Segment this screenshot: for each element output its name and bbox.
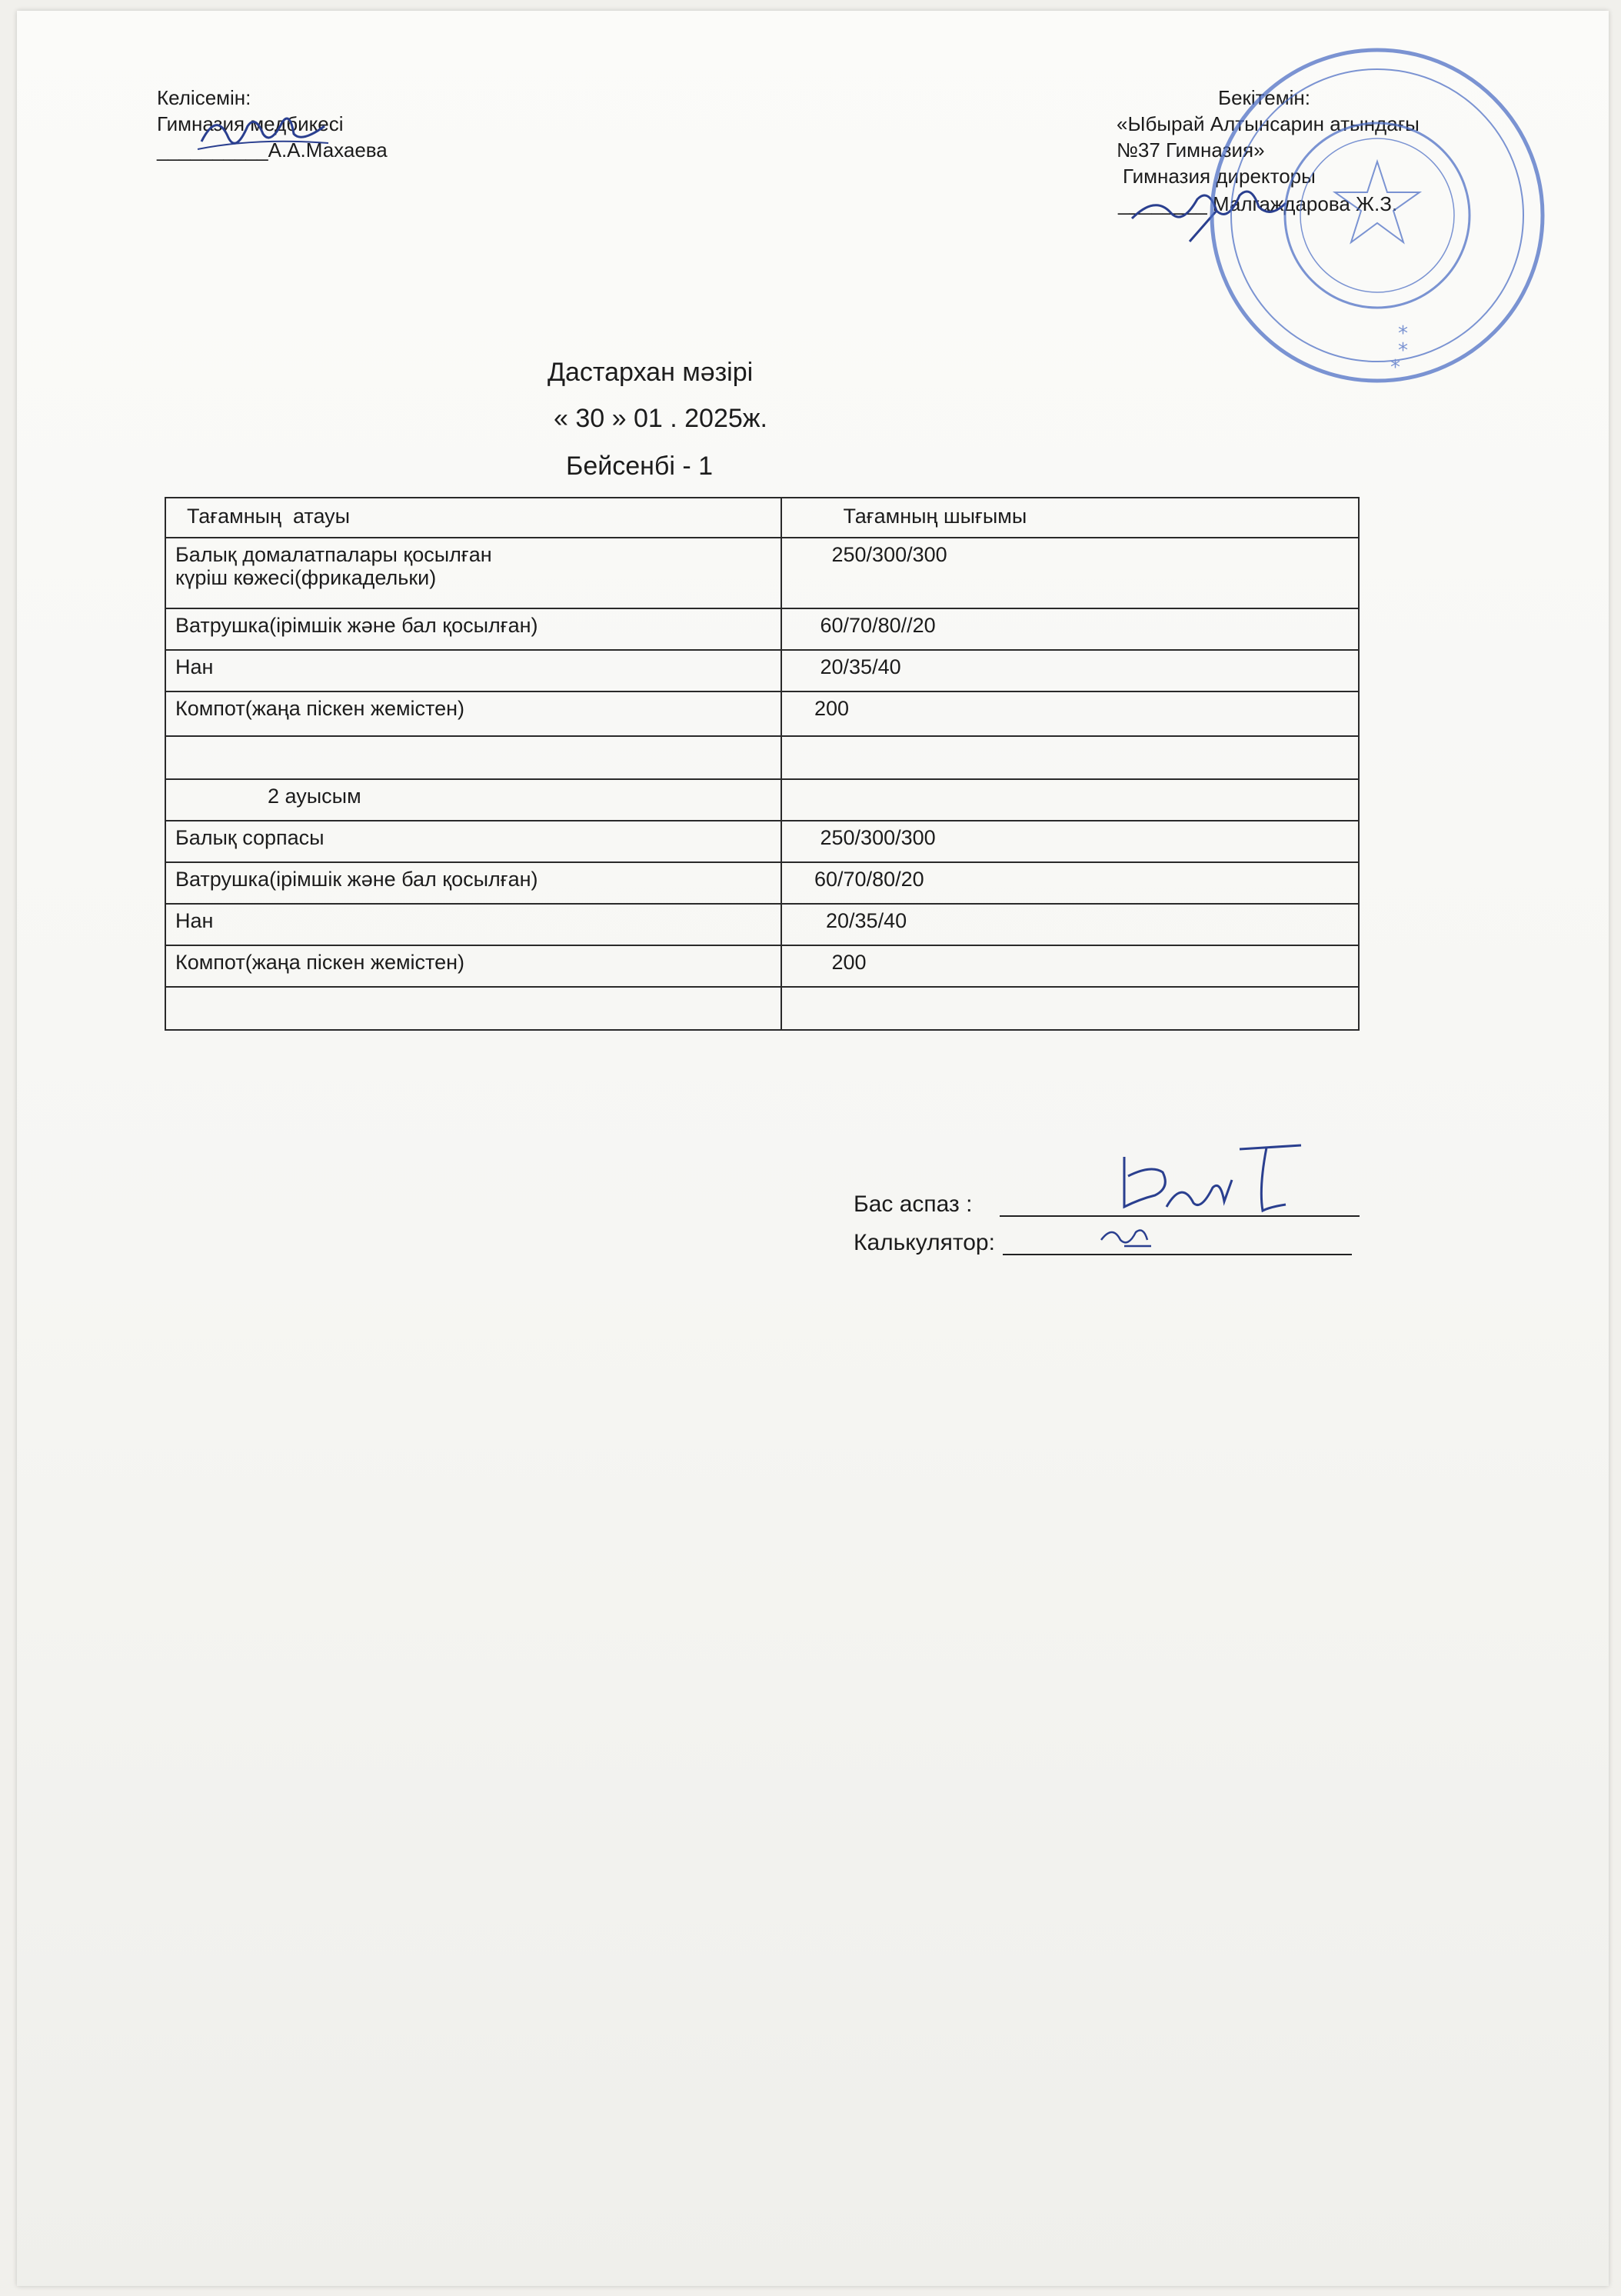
chef-signature [1109,1134,1309,1226]
dish-yield-cell: 20/35/40 [781,904,1359,945]
header-dish-name: Тағамның атауы [165,498,781,538]
dish-name-cell: Ватрушка(ірімшік және бал қосылған) [165,862,781,904]
nurse-signature [194,95,332,165]
dish-yield-cell [781,779,1359,821]
dish-yield-cell [781,736,1359,779]
table-row [165,608,1359,650]
calculator-signature [1093,1217,1163,1255]
svg-text:*: * [1390,356,1400,379]
calculator-signature-line [1003,1254,1352,1255]
table-row [165,987,1359,1030]
nurse-signature-underscores: __________ [157,138,268,162]
approved-label: Бекітемін: [1218,86,1310,109]
dish-name-cell: Компот(жаңа піскен жемістен) [165,945,781,987]
table-row [165,862,1359,904]
menu-date: « 30 » 01 . 2025ж. [554,404,767,433]
dish-yield-cell: 200 [781,945,1359,987]
menu-table [165,497,1360,1031]
dish-name-cell [165,736,781,779]
dish-name-cell: Нан [165,650,781,691]
director-title: Гимназия директоры [1123,165,1316,188]
table-row [165,821,1359,862]
dish-yield-cell: 20/35/40 [781,650,1359,691]
chef-label: Бас аспаз : [854,1191,973,1217]
svg-text:*: * [1398,339,1408,362]
table-row [165,945,1359,987]
nurse-name: А.А.Махаева [268,138,388,162]
dish-yield-cell: 60/70/80/20 [781,862,1359,904]
approval-label: Келісемін: [157,86,251,109]
calculator-label: Калькулятор: [854,1230,995,1255]
director-name: Малгаждарова Ж.З. [1212,192,1398,215]
dish-name-cell: Нан [165,904,781,945]
dish-yield-cell [781,987,1359,1030]
dish-name-cell: Балық домалатпалары қосылған күріш көжесі(фрикадельки) [165,538,781,608]
table-row [165,779,1359,821]
dish-yield-cell: 60/70/80//20 [781,608,1359,650]
table-header-row [165,498,1359,538]
dish-yield-cell: 200 [781,691,1359,736]
svg-text:*: * [1398,322,1408,345]
dish-name-cell: Компот(жаңа піскен жемістен) [165,691,781,736]
table-row [165,736,1359,779]
table-row [165,538,1359,608]
document-page [17,11,1609,2286]
header-dish-yield: Тағамның шығымы [781,498,1359,538]
shift-label-cell: 2 ауысым [165,779,781,821]
director-signature-underscores: ________ [1118,192,1207,215]
gymnasium-number: №37 Гимназия» [1117,138,1265,162]
table-row [165,904,1359,945]
table-row [165,691,1359,736]
menu-day: Бейсенбі - 1 [566,452,714,481]
gymnasium-name: «Ыбырай Алтынсарин атындағы [1117,112,1420,135]
dish-name-cell: Балық сорпасы [165,821,781,862]
table-row [165,650,1359,691]
official-stamp [1197,38,1558,392]
nurse-title: Гимназия медбикесі [157,112,344,135]
dish-yield-cell: 250/300/300 [781,538,1359,608]
dish-name-cell: Ватрушка(ірімшік және бал қосылған) [165,608,781,650]
dish-name-cell [165,987,781,1030]
menu-title: Дастархан мәзірі [548,358,754,387]
dish-yield-cell: 250/300/300 [781,821,1359,862]
